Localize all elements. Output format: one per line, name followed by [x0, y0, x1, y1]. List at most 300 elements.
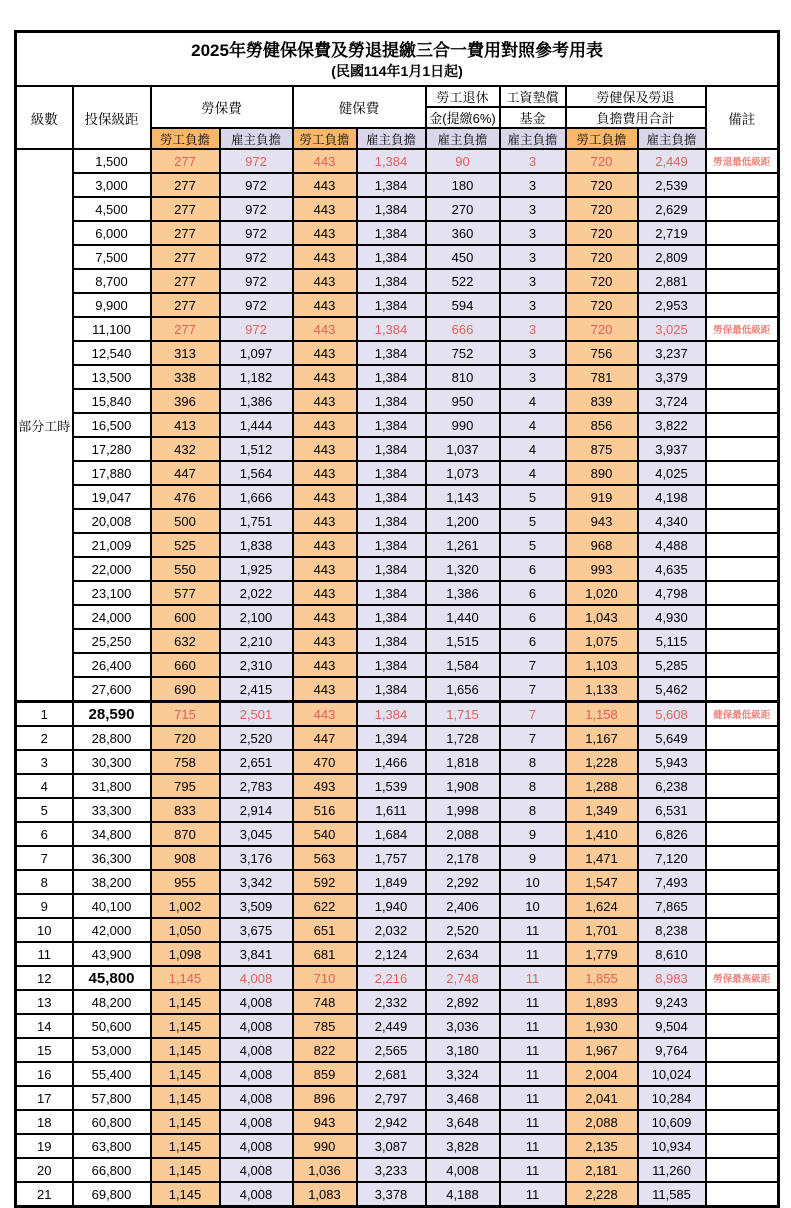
- note-cell: [706, 798, 779, 822]
- cell-health-employee: 443: [293, 365, 357, 389]
- cell-health-employer: 1,384: [357, 533, 426, 557]
- cell-total-employer: 9,243: [638, 990, 706, 1014]
- cell-total-employee: 2,004: [566, 1062, 638, 1086]
- note-cell: [706, 581, 779, 605]
- cell-pension-employer: 1,320: [426, 557, 500, 581]
- table-row: [16, 1134, 779, 1158]
- cell-labor-employee: 1,002: [151, 894, 220, 918]
- bracket-cell: 63,800: [73, 1134, 151, 1158]
- cell-wage-fund-employer: 11: [500, 1158, 566, 1182]
- cell-labor-employer: 4,008: [220, 1086, 293, 1110]
- cell-pension-employer: 950: [426, 389, 500, 413]
- note-cell: [706, 750, 779, 774]
- bracket-cell: 55,400: [73, 1062, 151, 1086]
- cell-pension-employer: 594: [426, 293, 500, 317]
- cell-pension-employer: 1,037: [426, 437, 500, 461]
- cell-total-employee: 1,855: [566, 966, 638, 990]
- cell-labor-employer: 972: [220, 317, 293, 341]
- cell-health-employee: 470: [293, 750, 357, 774]
- note-cell: [706, 894, 779, 918]
- note-cell: [706, 221, 779, 245]
- note-cell: [706, 1158, 779, 1182]
- cell-health-employee: 443: [293, 509, 357, 533]
- table-row: [16, 389, 779, 413]
- cell-labor-employee: 277: [151, 221, 220, 245]
- cell-labor-employer: 3,045: [220, 822, 293, 846]
- cell-health-employee: 447: [293, 726, 357, 750]
- cell-total-employer: 3,025: [638, 317, 706, 341]
- cell-health-employee: 748: [293, 990, 357, 1014]
- level-cell: 15: [16, 1038, 73, 1062]
- cell-total-employee: 1,020: [566, 581, 638, 605]
- cell-wage-fund-employer: 3: [500, 149, 566, 173]
- cell-total-employer: 3,237: [638, 341, 706, 365]
- note-cell: [706, 1086, 779, 1110]
- cell-health-employee: 710: [293, 966, 357, 990]
- level-cell: 16: [16, 1062, 73, 1086]
- cell-total-employee: 1,624: [566, 894, 638, 918]
- cell-pension-employer: 1,386: [426, 581, 500, 605]
- bracket-cell: 22,000: [73, 557, 151, 581]
- cell-total-employer: 7,120: [638, 846, 706, 870]
- cell-total-employer: 4,930: [638, 605, 706, 629]
- cell-pension-employer: 1,073: [426, 461, 500, 485]
- cell-total-employer: 4,025: [638, 461, 706, 485]
- cell-total-employee: 720: [566, 317, 638, 341]
- subheader-labor-employee: 勞工負擔: [151, 128, 220, 149]
- table-row: [16, 533, 779, 557]
- cell-wage-fund-employer: 7: [500, 653, 566, 677]
- bracket-cell: 53,000: [73, 1038, 151, 1062]
- cell-wage-fund-employer: 5: [500, 533, 566, 557]
- cell-health-employer: 3,087: [357, 1134, 426, 1158]
- bracket-cell: 12,540: [73, 341, 151, 365]
- cell-health-employer: 2,797: [357, 1086, 426, 1110]
- cell-labor-employee: 1,145: [151, 1182, 220, 1207]
- bracket-cell: 4,500: [73, 197, 151, 221]
- cell-total-employee: 1,133: [566, 677, 638, 702]
- cell-labor-employee: 720: [151, 726, 220, 750]
- bracket-cell: 8,700: [73, 269, 151, 293]
- table-row: [16, 1086, 779, 1110]
- cell-health-employer: 1,384: [357, 437, 426, 461]
- cell-total-employee: 2,041: [566, 1086, 638, 1110]
- cell-labor-employee: 833: [151, 798, 220, 822]
- table-row: [16, 221, 779, 245]
- cell-total-employee: 720: [566, 293, 638, 317]
- cell-pension-employer: 3,324: [426, 1062, 500, 1086]
- cell-labor-employer: 4,008: [220, 1038, 293, 1062]
- cell-labor-employer: 2,783: [220, 774, 293, 798]
- cell-health-employee: 443: [293, 197, 357, 221]
- cell-total-employee: 2,088: [566, 1110, 638, 1134]
- table-row: [16, 702, 779, 727]
- subheader-health-employee: 勞工負擔: [293, 128, 357, 149]
- cell-health-employer: 2,681: [357, 1062, 426, 1086]
- cell-labor-employer: 3,342: [220, 870, 293, 894]
- bracket-cell: 34,800: [73, 822, 151, 846]
- cell-pension-employer: 2,088: [426, 822, 500, 846]
- cell-total-employer: 2,881: [638, 269, 706, 293]
- note-cell: [706, 341, 779, 365]
- cell-health-employer: 1,384: [357, 677, 426, 702]
- cell-total-employee: 993: [566, 557, 638, 581]
- cell-total-employee: 890: [566, 461, 638, 485]
- title-line2: (民國114年1月1日起): [331, 63, 463, 80]
- table-row: [16, 677, 779, 702]
- table-row: [16, 485, 779, 509]
- cell-total-employer: 2,809: [638, 245, 706, 269]
- table-row: [16, 1062, 779, 1086]
- note-cell: [706, 293, 779, 317]
- cell-labor-employer: 2,914: [220, 798, 293, 822]
- cell-health-employee: 443: [293, 173, 357, 197]
- cell-labor-employee: 1,145: [151, 1086, 220, 1110]
- subheader-wage-fund-employer: 雇主負擔: [500, 128, 566, 149]
- cell-labor-employee: 338: [151, 365, 220, 389]
- bracket-cell: 66,800: [73, 1158, 151, 1182]
- cell-total-employer: 3,937: [638, 437, 706, 461]
- cell-wage-fund-employer: 9: [500, 822, 566, 846]
- cell-health-employer: 1,384: [357, 197, 426, 221]
- cell-labor-employee: 758: [151, 750, 220, 774]
- subheader-total-employer: 雇主負擔: [638, 128, 706, 149]
- note-cell: [706, 1134, 779, 1158]
- cell-wage-fund-employer: 4: [500, 389, 566, 413]
- cell-labor-employer: 4,008: [220, 1014, 293, 1038]
- note-cell: [706, 509, 779, 533]
- cell-total-employer: 4,798: [638, 581, 706, 605]
- cell-total-employee: 720: [566, 221, 638, 245]
- cell-health-employee: 443: [293, 461, 357, 485]
- cell-pension-employer: 2,520: [426, 918, 500, 942]
- cell-health-employee: 990: [293, 1134, 357, 1158]
- table-row: [16, 918, 779, 942]
- note-cell: [706, 1014, 779, 1038]
- table-row: [16, 317, 779, 341]
- cell-pension-employer: 450: [426, 245, 500, 269]
- cell-labor-employer: 3,675: [220, 918, 293, 942]
- cell-labor-employer: 4,008: [220, 1062, 293, 1086]
- cell-pension-employer: 1,908: [426, 774, 500, 798]
- cell-health-employee: 785: [293, 1014, 357, 1038]
- cell-health-employee: 443: [293, 629, 357, 653]
- cell-pension-employer: 1,818: [426, 750, 500, 774]
- note-cell: [706, 485, 779, 509]
- cell-total-employer: 4,488: [638, 533, 706, 557]
- cell-total-employee: 919: [566, 485, 638, 509]
- cell-health-employer: 1,384: [357, 317, 426, 341]
- cell-pension-employer: 270: [426, 197, 500, 221]
- cell-health-employer: 1,384: [357, 605, 426, 629]
- cell-wage-fund-employer: 8: [500, 774, 566, 798]
- cell-pension-employer: 2,892: [426, 990, 500, 1014]
- cell-total-employee: 2,228: [566, 1182, 638, 1207]
- note-cell: [706, 1062, 779, 1086]
- table-row: [16, 653, 779, 677]
- cell-health-employer: 1,384: [357, 629, 426, 653]
- cell-labor-employee: 1,098: [151, 942, 220, 966]
- cell-wage-fund-employer: 3: [500, 173, 566, 197]
- table-row: [16, 605, 779, 629]
- cell-health-employee: 443: [293, 293, 357, 317]
- bracket-cell: 38,200: [73, 870, 151, 894]
- cell-health-employee: 443: [293, 677, 357, 702]
- cell-pension-employer: 666: [426, 317, 500, 341]
- level-cell: 3: [16, 750, 73, 774]
- bracket-cell: 17,880: [73, 461, 151, 485]
- cell-total-employee: 1,158: [566, 702, 638, 727]
- cell-pension-employer: 90: [426, 149, 500, 173]
- cell-total-employee: 1,471: [566, 846, 638, 870]
- cell-health-employer: 1,384: [357, 341, 426, 365]
- subheader-pension-employer: 雇主負擔: [426, 128, 500, 149]
- bracket-cell: 30,300: [73, 750, 151, 774]
- cell-labor-employer: 2,415: [220, 677, 293, 702]
- cell-total-employer: 2,539: [638, 173, 706, 197]
- table-body: [16, 149, 779, 1207]
- cell-labor-employee: 1,145: [151, 1014, 220, 1038]
- table-row: [16, 581, 779, 605]
- cell-wage-fund-employer: 11: [500, 1134, 566, 1158]
- table-row: [16, 846, 779, 870]
- cell-total-employer: 8,983: [638, 966, 706, 990]
- cell-pension-employer: 1,143: [426, 485, 500, 509]
- table-row: [16, 990, 779, 1014]
- cell-labor-employer: 1,386: [220, 389, 293, 413]
- cell-wage-fund-employer: 3: [500, 317, 566, 341]
- cell-labor-employer: 972: [220, 293, 293, 317]
- cell-total-employer: 10,609: [638, 1110, 706, 1134]
- cell-health-employer: 1,384: [357, 149, 426, 173]
- cell-health-employer: 2,942: [357, 1110, 426, 1134]
- table-row: [16, 822, 779, 846]
- cell-total-employee: 1,701: [566, 918, 638, 942]
- cell-health-employer: 1,684: [357, 822, 426, 846]
- cell-health-employer: 1,384: [357, 557, 426, 581]
- header-bracket: 投保級距: [73, 86, 151, 149]
- level-cell: 13: [16, 990, 73, 1014]
- cell-total-employee: 1,410: [566, 822, 638, 846]
- cell-labor-employer: 4,008: [220, 1110, 293, 1134]
- cell-labor-employer: 972: [220, 245, 293, 269]
- cell-health-employee: 592: [293, 870, 357, 894]
- cell-pension-employer: 3,036: [426, 1014, 500, 1038]
- cell-total-employer: 6,826: [638, 822, 706, 846]
- header-pension-line2: 金(提繳6%): [426, 107, 500, 128]
- level-cell: 12: [16, 966, 73, 990]
- cell-health-employee: 443: [293, 533, 357, 557]
- cell-labor-employee: 577: [151, 581, 220, 605]
- cell-labor-employer: 3,841: [220, 942, 293, 966]
- cell-health-employee: 681: [293, 942, 357, 966]
- cell-health-employer: 1,384: [357, 485, 426, 509]
- table-row: [16, 173, 779, 197]
- cell-wage-fund-employer: 11: [500, 1182, 566, 1207]
- cell-health-employer: 2,216: [357, 966, 426, 990]
- cell-total-employee: 720: [566, 173, 638, 197]
- header-note: 備註: [706, 86, 779, 149]
- level-cell: 8: [16, 870, 73, 894]
- cell-total-employer: 5,608: [638, 702, 706, 727]
- cell-health-employee: 443: [293, 557, 357, 581]
- cell-health-employer: 2,449: [357, 1014, 426, 1038]
- cell-total-employee: 720: [566, 245, 638, 269]
- cell-pension-employer: 4,188: [426, 1182, 500, 1207]
- note-cell: [706, 726, 779, 750]
- cell-labor-employee: 955: [151, 870, 220, 894]
- cell-labor-employer: 2,501: [220, 702, 293, 727]
- cell-labor-employee: 277: [151, 269, 220, 293]
- cell-total-employer: 8,238: [638, 918, 706, 942]
- cell-pension-employer: 1,728: [426, 726, 500, 750]
- cell-wage-fund-employer: 11: [500, 1110, 566, 1134]
- cell-pension-employer: 2,748: [426, 966, 500, 990]
- cell-health-employer: 1,384: [357, 173, 426, 197]
- cell-total-employee: 1,967: [566, 1038, 638, 1062]
- cell-health-employee: 563: [293, 846, 357, 870]
- cell-total-employee: 1,075: [566, 629, 638, 653]
- cell-total-employer: 10,024: [638, 1062, 706, 1086]
- cell-health-employer: 1,384: [357, 413, 426, 437]
- note-cell: 勞保最高級距: [706, 966, 779, 990]
- table-row: [16, 149, 779, 173]
- cell-labor-employee: 277: [151, 293, 220, 317]
- cell-total-employer: 10,284: [638, 1086, 706, 1110]
- header-level: 級數: [16, 86, 73, 149]
- bracket-cell: 31,800: [73, 774, 151, 798]
- cell-wage-fund-employer: 7: [500, 677, 566, 702]
- cell-wage-fund-employer: 11: [500, 918, 566, 942]
- note-cell: [706, 918, 779, 942]
- note-cell: 健保最低級距: [706, 702, 779, 727]
- cell-health-employee: 540: [293, 822, 357, 846]
- cell-labor-employee: 908: [151, 846, 220, 870]
- cell-total-employer: 4,198: [638, 485, 706, 509]
- cell-wage-fund-employer: 3: [500, 269, 566, 293]
- table-row: [16, 798, 779, 822]
- cell-wage-fund-employer: 6: [500, 581, 566, 605]
- cell-health-employer: 1,384: [357, 702, 426, 727]
- cell-labor-employee: 277: [151, 245, 220, 269]
- cell-wage-fund-employer: 11: [500, 966, 566, 990]
- cell-health-employer: 2,332: [357, 990, 426, 1014]
- cell-health-employee: 443: [293, 437, 357, 461]
- cell-wage-fund-employer: 4: [500, 437, 566, 461]
- table-row: [16, 245, 779, 269]
- header-total-line1: 勞健保及勞退: [566, 86, 706, 107]
- subheader-labor-employer: 雇主負擔: [220, 128, 293, 149]
- cell-total-employee: 756: [566, 341, 638, 365]
- cell-labor-employer: 1,925: [220, 557, 293, 581]
- cell-pension-employer: 4,008: [426, 1158, 500, 1182]
- header-wage-fund-line1: 工資墊償: [500, 86, 566, 107]
- cell-labor-employee: 1,145: [151, 1062, 220, 1086]
- cell-health-employer: 1,384: [357, 293, 426, 317]
- cell-health-employee: 822: [293, 1038, 357, 1062]
- bracket-cell: 26,400: [73, 653, 151, 677]
- cell-total-employer: 7,493: [638, 870, 706, 894]
- cell-health-employee: 443: [293, 485, 357, 509]
- cell-wage-fund-employer: 3: [500, 341, 566, 365]
- cell-pension-employer: 810: [426, 365, 500, 389]
- table-row: [16, 413, 779, 437]
- cell-labor-employee: 277: [151, 149, 220, 173]
- cell-total-employee: 1,043: [566, 605, 638, 629]
- cell-labor-employee: 525: [151, 533, 220, 557]
- cell-total-employer: 4,635: [638, 557, 706, 581]
- cell-pension-employer: 1,715: [426, 702, 500, 727]
- cell-health-employer: 1,384: [357, 461, 426, 485]
- note-cell: [706, 774, 779, 798]
- cell-total-employee: 1,288: [566, 774, 638, 798]
- bracket-cell: 19,047: [73, 485, 151, 509]
- cell-total-employer: 5,115: [638, 629, 706, 653]
- cell-labor-employee: 715: [151, 702, 220, 727]
- table-row: [16, 557, 779, 581]
- table-row: [16, 461, 779, 485]
- cell-labor-employer: 1,751: [220, 509, 293, 533]
- level-cell: 1: [16, 702, 73, 727]
- level-cell: 14: [16, 1014, 73, 1038]
- cell-labor-employee: 1,145: [151, 990, 220, 1014]
- note-cell: [706, 269, 779, 293]
- cell-labor-employer: 4,008: [220, 1158, 293, 1182]
- cell-health-employer: 1,384: [357, 269, 426, 293]
- note-cell: [706, 846, 779, 870]
- cell-labor-employee: 660: [151, 653, 220, 677]
- cell-labor-employer: 2,210: [220, 629, 293, 653]
- note-cell: [706, 413, 779, 437]
- cell-total-employer: 8,610: [638, 942, 706, 966]
- cell-labor-employer: 3,176: [220, 846, 293, 870]
- note-cell: [706, 822, 779, 846]
- cell-labor-employee: 1,145: [151, 1134, 220, 1158]
- level-cell: 4: [16, 774, 73, 798]
- cell-pension-employer: 1,998: [426, 798, 500, 822]
- cell-pension-employer: 3,648: [426, 1110, 500, 1134]
- header-labor-insurance: 勞保費: [151, 86, 293, 128]
- table-row: [16, 726, 779, 750]
- cell-pension-employer: 2,406: [426, 894, 500, 918]
- cell-labor-employer: 2,651: [220, 750, 293, 774]
- cell-wage-fund-employer: 3: [500, 197, 566, 221]
- cell-total-employer: 7,865: [638, 894, 706, 918]
- level-cell: 5: [16, 798, 73, 822]
- header-health-insurance: 健保費: [293, 86, 426, 128]
- header-wage-fund-line2: 基金: [500, 107, 566, 128]
- cell-total-employee: 2,181: [566, 1158, 638, 1182]
- cell-health-employer: 1,757: [357, 846, 426, 870]
- note-cell: [706, 437, 779, 461]
- table-row: [16, 629, 779, 653]
- bracket-cell: 45,800: [73, 966, 151, 990]
- cell-wage-fund-employer: 4: [500, 461, 566, 485]
- cell-health-employer: 2,032: [357, 918, 426, 942]
- cell-wage-fund-employer: 10: [500, 870, 566, 894]
- cell-labor-employer: 972: [220, 269, 293, 293]
- note-cell: [706, 1038, 779, 1062]
- cell-health-employee: 896: [293, 1086, 357, 1110]
- cell-health-employer: 1,539: [357, 774, 426, 798]
- cell-total-employer: 2,719: [638, 221, 706, 245]
- cell-labor-employer: 1,564: [220, 461, 293, 485]
- level-cell: 21: [16, 1182, 73, 1207]
- cell-total-employer: 11,585: [638, 1182, 706, 1207]
- cell-total-employee: 856: [566, 413, 638, 437]
- table-row: [16, 774, 779, 798]
- cell-pension-employer: 3,468: [426, 1086, 500, 1110]
